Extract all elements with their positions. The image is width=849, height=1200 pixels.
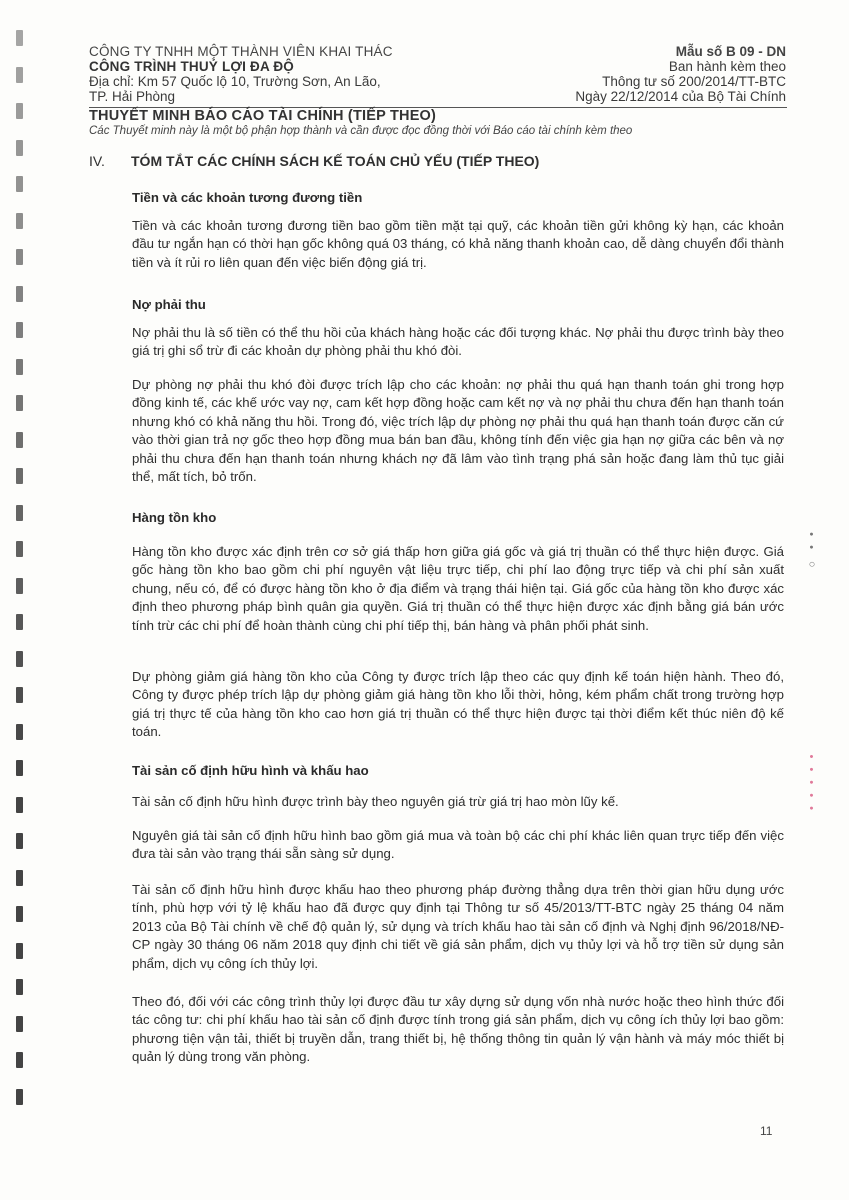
block-2 [132,296,784,314]
company-name-line1: CÔNG TY TNHH MỘT THÀNH VIÊN KHAI THÁC [89,44,393,59]
section-heading [89,153,539,169]
binding-hole-mark [16,432,23,448]
company-header [89,44,469,104]
paragraph-inventory-provision: Dự phòng giảm giá hàng tồn kho của Công ty được trích lập theo các quy định kế toán hiện hành. Theo đó, Công ty được phép trích lập dự phòng giảm giá hàng tồn kho lỗi thời, hỏng, kém phẩm chất trong trường hợp giá trị thực tế của hàng tồn kho cao hơn giá trị thuần có thể thực hiện được tại thời điểm kết thúc niên độ kế toán. [132,669,784,740]
paragraph-historical-cost: Nguyên giá tài sản cố định hữu hình bao gồm giá mua và toàn bộ các chi phí khác liên quan trực tiếp đến việc đưa tài sản vào trạng thái sẵn sàng sử dụng. [132,828,784,862]
paragraph-doubtful-debts: Dự phòng nợ phải thu khó đòi được trích lập cho các khoản: nợ phải thu quá hạn thanh toán ghi trong hợp đồng kinh tế, các khế ước vay nợ, cam kết hợp đồng hoặc cam kết nợ và nợ phải thu chưa đến hạn thanh toán nhưng khó có khả năng thu hồi. Trong đó, việc trích lập dự phòng nợ phải thu quá hạn thanh toán được căn cứ vào thời gian trả nợ gốc theo hợp đồng mua bán ban đầu, không tính đến việc gia hạn nợ giữa các bên và nợ phải thu chưa đến hạn thanh toán nhưng khách nợ đã lâm vào tình trạng phá sản hoặc đang làm thủ tục giải thể, mất tích, bỏ trốn. [132,377,784,485]
binding-hole-mark [16,103,23,119]
company-address-line2: TP. Hải Phòng [89,89,176,104]
binding-hole-mark [16,578,23,594]
page-number: 11 [760,1124,773,1138]
document-title: THUYẾT MINH BÁO CÁO TÀI CHÍNH (TIẾP THEO) [89,108,437,124]
paragraph-depreciation: Tài sản cố định hữu hình được khấu hao theo phương pháp đường thẳng dựa trên thời gian hữu dụng ước tính, phù hợp với tỷ lệ khấu hao đã được quy định tại Thông tư số 45/2013/TT-BTC ngày 25 tháng 04 năm 2013 của Bộ Tài chính về chế độ quản lý, sử dụng và trích khấu hao tài sản cố định và Nghị định 96/2018/NĐ-CP ngày 30 tháng 06 năm 2018 quy định chi tiết về giá sản phẩm, dịch vụ thủy lợi và hỗ trợ tiền sử dụng sản phẩm, dịch vụ công ích thủy lợi. [132,882,784,971]
circular-date: Ngày 22/12/2014 của Bộ Tài Chính [575,89,786,104]
paragraph-inventory: Hàng tồn kho được xác định trên cơ sở giá thấp hơn giữa giá gốc và giá trị thuần có thể thực hiện được. Giá gốc hàng tồn kho bao gồm chi phí nguyên vật liệu trực tiếp, chi phí lao động trực tiếp và chi phí sản xuất chung, nếu có, để có được hàng tồn kho ở địa điểm và trạng thái hiện tại. Giá gốc của hàng tồn kho được xác định theo phương pháp bình quân gia quyền. Giá trị thuần có thể thực hiện được xác định bằng giá bán ước tính trừ các chi phí để hoàn thành cùng chi phí tiếp thị, bán hàng và phân phối phát sinh. [132,544,784,633]
form-reference [575,44,786,104]
block-0 [132,189,784,207]
binding-hole-mark [16,395,23,411]
binding-hole-mark [16,176,23,192]
binding-hole-mark [16,1089,23,1105]
paragraph-depreciation-irrigation: Theo đó, đối với các công trình thủy lợi được đầu tư xây dựng sử dụng vốn nhà nước hoặc theo hình thức đối tác công tư: chi phí khấu hao tài sản cố định được tính trong giá sản phẩm, dịch vụ công ích thủy lợi bao gồm: phương tiện vận tải, thiết bị truyền dẫn, trang thiết bị, hệ thống thông tin quản lý vận hành và máy móc thiết bị quản lý dùng trong văn phòng. [132,994,784,1065]
subheading-inventory: Hàng tồn kho [132,510,217,525]
subheading-receivables: Nợ phải thu [132,297,206,312]
document-subtitle: Các Thuyết minh này là một bộ phận hợp thành và cần được đọc đồng thời với Báo cáo tài chính kèm theo [89,125,633,137]
block-8 [132,762,784,780]
binding-hole-mark [16,833,23,849]
block-1 [132,217,784,272]
block-9 [132,793,784,811]
paragraph-fixed-assets-cost: Tài sản cố định hữu hình được trình bày theo nguyên giá trừ giá trị hao mòn lũy kế. [132,794,619,809]
binding-hole-mark [16,870,23,886]
subheading-fixed-assets: Tài sản cố định hữu hình và khấu hao [132,763,369,778]
section-number: IV. [89,153,105,169]
section-title: TÓM TẮT CÁC CHÍNH SÁCH KẾ TOÁN CHỦ YẾU (TIẾP THEO) [131,153,540,169]
binding-hole-mark [16,724,23,740]
binding-hole-mark [16,286,23,302]
block-11 [132,881,784,973]
block-3 [132,324,784,361]
binding-hole-mark [16,213,23,229]
binding-hole-mark [16,614,23,630]
binding-hole-mark [16,1052,23,1068]
margin-red-stamp-mark: • • • • • [806,751,818,810]
company-name-line2: CÔNG TRÌNH THUỶ LỢI ĐA ĐỘ [89,59,295,74]
binding-hole-mark [16,760,23,776]
block-10 [132,827,784,864]
binding-hole-mark [16,979,23,995]
issued-with: Ban hành kèm theo [668,59,786,74]
company-address-line1: Địa chỉ: Km 57 Quốc lộ 10, Trường Sơn, An Lão, [89,74,381,89]
block-12 [132,993,784,1067]
binding-hole-mark [16,30,23,46]
binding-hole-mark [16,249,23,265]
binding-hole-mark [16,797,23,813]
subheading-cash: Tiền và các khoản tương đương tiền [132,190,363,205]
block-4 [132,376,784,486]
binding-hole-mark [16,687,23,703]
margin-stamp-mark: ○ • • [806,529,818,570]
binding-hole-mark [16,140,23,156]
binding-hole-mark [16,359,23,375]
binding-hole-mark [16,541,23,557]
paragraph-cash: Tiền và các khoản tương đương tiền bao gồm tiền mặt tại quỹ, các khoản tiền gửi không kỳ hạn, các khoản đầu tư ngắn hạn có thời hạn gốc không quá 03 tháng, có khả năng thanh khoản cao, dễ dàng chuyển đổi thành tiền và ít rủi ro liên quan đến việc biến động giá trị. [132,218,784,270]
block-7 [132,668,784,742]
form-code: Mẫu số B 09 - DN [675,44,786,59]
block-5 [132,509,784,527]
block-6 [132,543,784,635]
binding-hole-mark [16,651,23,667]
binding-hole-mark [16,322,23,338]
binding-hole-mark [16,906,23,922]
binding-hole-mark [16,505,23,521]
circular-number: Thông tư số 200/2014/TT-BTC [602,74,786,89]
binding-hole-mark [16,1016,23,1032]
binding-hole-mark [16,468,23,484]
binding-hole-mark [16,943,23,959]
paragraph-receivables: Nợ phải thu là số tiền có thể thu hồi của khách hàng hoặc các đối tượng khác. Nợ phải thu được trình bày theo giá trị ghi sổ trừ đi các khoản dự phòng phải thu khó đòi. [132,325,784,359]
binding-hole-mark [16,67,23,83]
